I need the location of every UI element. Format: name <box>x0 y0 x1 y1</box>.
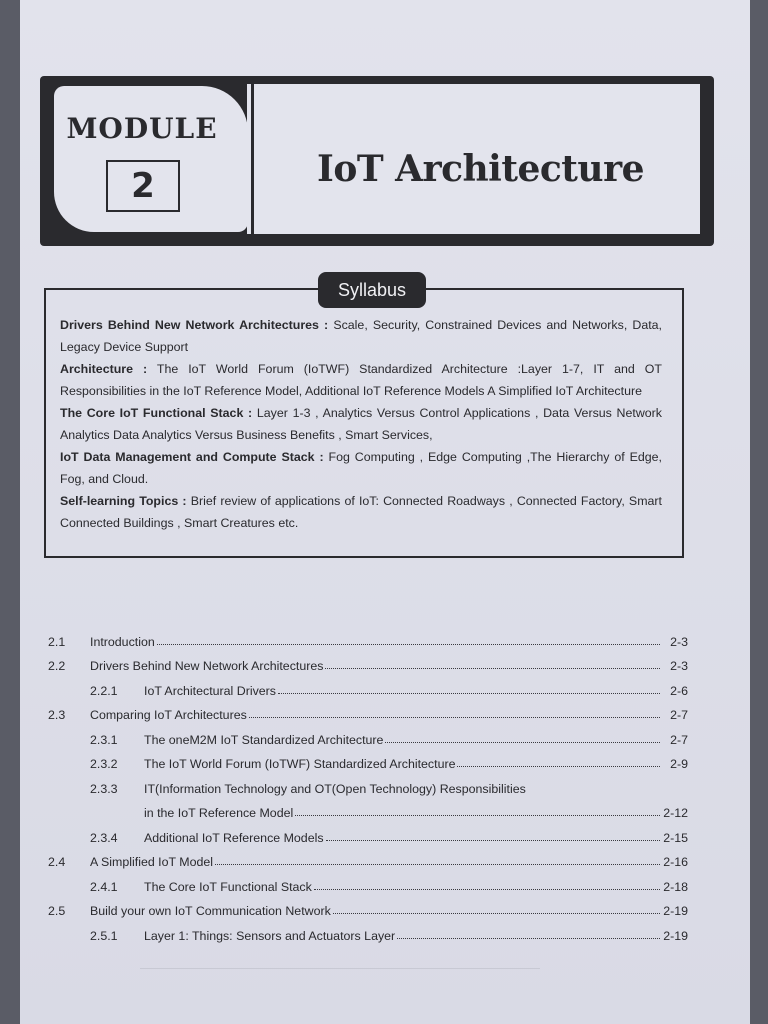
toc-title: Introduction <box>90 634 155 649</box>
syllabus-paragraph <box>60 446 662 490</box>
toc-entry[interactable] <box>48 747 688 772</box>
syllabus-text: Brief review of applications of IoT: Connected Roadways , Connected Factory, Smart Connected Buildings , Smart Creatures etc. <box>60 494 662 530</box>
syllabus-tag: Syllabus <box>318 272 426 308</box>
toc-title: Drivers Behind New Network Architectures <box>90 659 324 673</box>
toc-entry[interactable] <box>48 845 688 870</box>
document-page <box>20 0 750 1024</box>
toc-number: 2.1 <box>48 634 66 649</box>
toc-title: Layer 1: Things: Sensors and Actuators Layer <box>144 928 396 943</box>
toc-entry[interactable] <box>48 796 688 821</box>
toc-number: 2.5.1 <box>90 928 118 943</box>
chapter-title: IoT Architecture <box>317 148 644 190</box>
toc-number: 2.5 <box>48 904 66 918</box>
toc-title: in the IoT Reference Model <box>144 806 294 820</box>
toc-title: Build your own IoT Communication Network <box>90 904 331 918</box>
toc-page-number: 2-9 <box>670 757 688 771</box>
toc-number: 2.4 <box>48 855 66 869</box>
toc-title: Additional IoT Reference Models <box>144 830 324 845</box>
syllabus-heading: IoT Data Management and Compute Stack : <box>60 450 324 464</box>
module-header <box>40 76 714 246</box>
toc-number: 2.2 <box>48 659 66 673</box>
toc-page-number: 2-7 <box>670 732 688 747</box>
syllabus-paragraph <box>60 402 662 446</box>
toc-page-number: 2-7 <box>670 708 688 722</box>
toc-leader-dots <box>457 766 660 767</box>
toc-leader-dots <box>215 864 660 865</box>
toc-leader-dots <box>333 913 660 914</box>
toc-title: IoT Architectural Drivers <box>144 683 276 698</box>
toc-number: 2.3 <box>48 708 66 722</box>
toc-page-number: 2-15 <box>663 830 688 845</box>
toc-entry[interactable] <box>48 820 688 845</box>
toc-leader-dots <box>295 815 660 816</box>
module-badge <box>54 86 248 232</box>
toc-entry[interactable] <box>48 918 688 943</box>
toc-page-number: 2-6 <box>670 683 688 698</box>
toc-number: 2.3.4 <box>90 830 118 845</box>
toc-number: 2.3.2 <box>90 757 118 771</box>
module-label: MODULE <box>66 112 218 145</box>
syllabus-text: Fog Computing , Edge Computing ,The Hierarchy of Edge, Fog, and Cloud. <box>60 450 662 486</box>
toc-leader-dots <box>314 889 660 890</box>
toc-number: 2.3.1 <box>90 732 118 747</box>
syllabus-paragraph <box>60 314 662 358</box>
syllabus-text: The IoT World Forum (IoTWF) Standardized Architecture :Layer 1-7, IT and OT Responsibilities in the IoT Reference Model, Additional IoT Reference Models A Simplified IoT Architecture <box>60 362 662 398</box>
syllabus-text: Layer 1-3 , Analytics Versus Control Applications , Data Versus Network Analytics Data Analytics Versus Business Benefits , Smart Services, <box>60 406 662 442</box>
syllabus-text: Scale, Security, Constrained Devices and Networks, Data, Legacy Device Support <box>60 318 662 354</box>
toc-entry[interactable] <box>48 698 688 723</box>
toc-entry[interactable] <box>48 771 688 796</box>
syllabus-heading: The Core IoT Functional Stack : <box>60 406 253 420</box>
toc-entry[interactable] <box>48 624 688 649</box>
toc-page-number: 2-19 <box>663 928 688 943</box>
footer-rule <box>140 968 540 978</box>
toc-number: 2.3.3 <box>90 781 118 796</box>
toc-entry[interactable] <box>48 894 688 919</box>
toc-number: 2.2.1 <box>90 683 118 698</box>
syllabus-heading: Drivers Behind New Network Architectures : <box>60 318 329 332</box>
toc-page-number: 2-12 <box>663 806 688 820</box>
toc-leader-dots <box>157 644 660 645</box>
module-number: 2 <box>106 160 180 212</box>
toc-number: 2.4.1 <box>90 879 118 894</box>
toc-entry[interactable] <box>48 649 688 674</box>
toc-page-number: 2-16 <box>663 855 688 869</box>
toc-title: A Simplified IoT Model <box>90 855 214 869</box>
toc-page-number: 2-19 <box>663 904 688 918</box>
toc-title: IT(Information Technology and OT(Open Technology) Responsibilities <box>144 781 526 796</box>
toc-title: The IoT World Forum (IoTWF) Standardized Architecture <box>144 757 456 771</box>
syllabus-paragraph <box>60 490 662 534</box>
toc-leader-dots <box>385 742 660 743</box>
toc-page-number: 2-3 <box>670 634 688 649</box>
toc-page-number: 2-18 <box>663 879 688 894</box>
toc-entry[interactable] <box>48 722 688 747</box>
toc-entry[interactable] <box>48 673 688 698</box>
table-of-contents <box>48 624 688 943</box>
toc-entry[interactable] <box>48 869 688 894</box>
syllabus-heading: Self-learning Topics : <box>60 494 187 508</box>
toc-leader-dots <box>326 840 660 841</box>
toc-leader-dots <box>278 693 660 694</box>
toc-title: Comparing IoT Architectures <box>90 708 247 722</box>
syllabus-heading: Architecture : <box>60 362 148 376</box>
toc-page-number: 2-3 <box>670 659 688 673</box>
syllabus-paragraph <box>60 358 662 402</box>
toc-leader-dots <box>325 668 660 669</box>
toc-leader-dots <box>249 717 660 718</box>
title-panel <box>254 84 700 234</box>
syllabus-box <box>44 280 684 558</box>
toc-title: The oneM2M IoT Standardized Architecture <box>144 732 384 747</box>
toc-leader-dots <box>397 938 660 939</box>
toc-title: The Core IoT Functional Stack <box>144 879 312 894</box>
